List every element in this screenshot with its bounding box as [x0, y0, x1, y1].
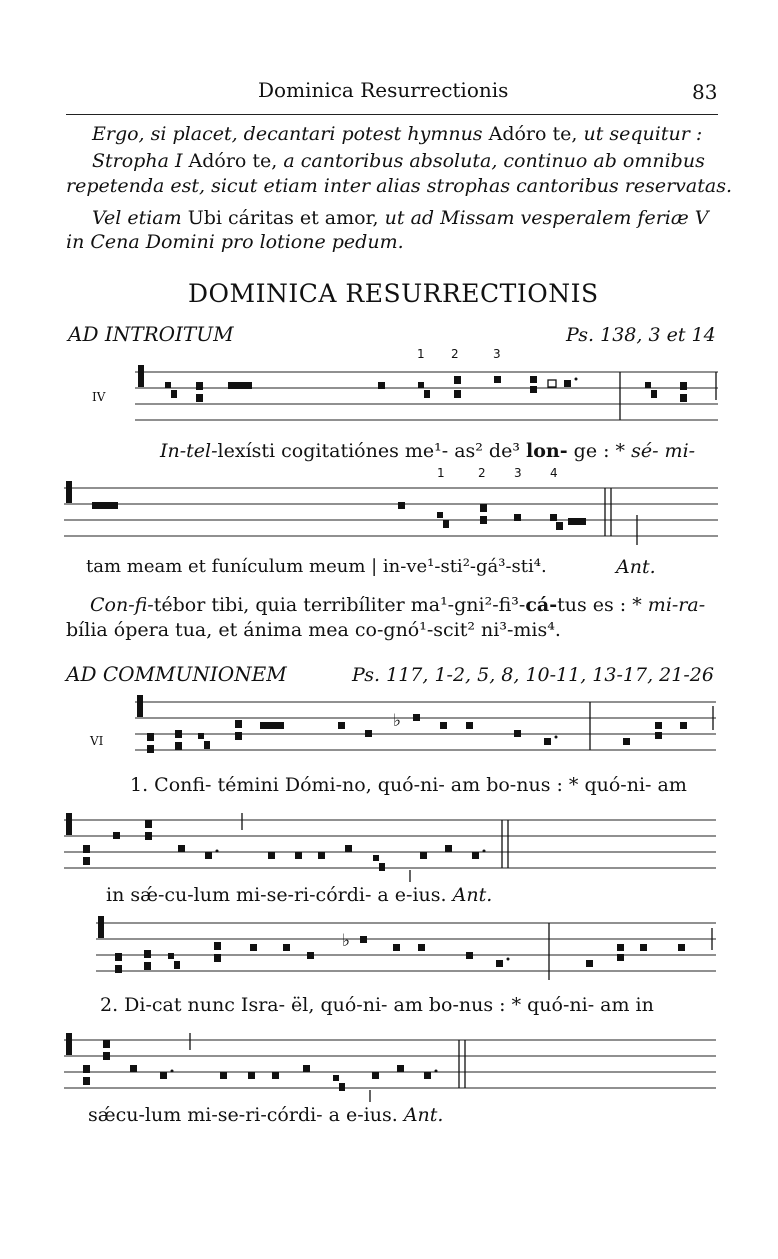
mora-dot — [575, 378, 578, 381]
communion-lyrics-1: 1. Confi- témini Dómi-no, quó-ni- am bo-nus : * quó-ni- am — [130, 774, 687, 796]
lyric-text: tam meam et funículum meum | in-ve¹-sti²-gá³-sti⁴. — [86, 556, 547, 577]
communion-lyrics-2 — [106, 884, 492, 906]
chant-staff — [135, 365, 718, 420]
neume — [235, 720, 242, 728]
neume — [174, 961, 180, 969]
neume — [398, 502, 405, 509]
antiphon-mark: Ant. — [452, 884, 493, 906]
neume — [418, 382, 424, 388]
tone-number: 4 — [550, 466, 558, 480]
c-clef — [66, 1033, 72, 1055]
hymn-name: Ubi cáritas et amor, — [187, 207, 379, 229]
neume — [214, 942, 221, 950]
lyric-syllable: In-tel- — [160, 440, 218, 462]
neume — [260, 722, 284, 729]
hymn-name: Adóro te, — [188, 150, 278, 172]
introit-lyrics-2 — [86, 556, 547, 577]
neume — [365, 730, 372, 737]
neume — [196, 382, 203, 390]
communion-psalm-ref: Ps. 117, 1-2, 5, 8, 10-11, 13-17, 21-26 — [352, 664, 714, 686]
lyric-text: sǽcu-lum mi-se-ri-córdi- a e-ius. — [88, 1104, 398, 1126]
neume — [655, 722, 662, 729]
neume — [494, 376, 501, 383]
mora-dot — [483, 850, 486, 853]
mora-dot — [171, 1070, 174, 1073]
c-clef — [137, 695, 143, 717]
introit-heading: AD INTROITUM — [68, 322, 234, 346]
c-clef — [138, 365, 144, 387]
neume — [171, 390, 177, 398]
neume — [424, 390, 430, 398]
neume — [144, 962, 151, 970]
tone-number: 1 — [417, 347, 425, 361]
neume — [530, 376, 537, 383]
neume — [397, 1065, 404, 1072]
rubric-text: a cantoribus absoluta, continuo ab omnibus — [283, 150, 705, 172]
neume — [103, 1040, 110, 1048]
neume — [130, 1065, 137, 1072]
neume — [250, 944, 257, 951]
neume — [680, 722, 687, 729]
neume — [318, 852, 325, 859]
lyric-text: in sǽ-cu-lum mi-se-ri-córdi- a e-ius. — [106, 884, 447, 906]
neume — [295, 852, 302, 859]
neume — [680, 394, 687, 402]
rubric-text: Stropha — [92, 150, 169, 172]
flat-sign: ♭ — [393, 711, 402, 731]
tone-number: 1 — [437, 466, 445, 480]
neume — [145, 820, 152, 828]
hymn-name: Adóro te, — [488, 123, 578, 145]
tone-number: 3 — [493, 347, 501, 361]
neume — [424, 1072, 431, 1079]
neume — [268, 852, 275, 859]
neume — [228, 382, 252, 389]
lyric-text: ge : * — [573, 440, 626, 462]
neume — [480, 516, 487, 524]
neume — [147, 733, 154, 741]
lyric-syllable: mi-ra- — [647, 594, 706, 616]
neume — [418, 944, 425, 951]
tone-number: 3 — [514, 466, 522, 480]
neume — [568, 518, 586, 525]
lyric-syllable: cá- — [525, 594, 558, 616]
neume — [586, 960, 593, 967]
neume — [168, 953, 174, 959]
neume — [548, 380, 556, 387]
mode-number: IV — [92, 390, 106, 404]
neume — [248, 1072, 255, 1079]
neume — [339, 1083, 345, 1091]
neume — [145, 832, 152, 840]
neume — [443, 520, 449, 528]
rubric-text: Ergo, si placet, decantari potest hymnus — [92, 123, 483, 145]
lyric-text: tébor tibi, quia terribíliter ma¹-gni²-fi³- — [153, 594, 526, 616]
lyric-text: lexísti cogitatiónes me¹- as² de³ — [217, 440, 520, 462]
neume — [514, 514, 521, 521]
introit-lyrics-1 — [160, 440, 695, 462]
neume — [466, 952, 473, 959]
neume — [235, 732, 242, 740]
neume — [617, 944, 624, 951]
neume — [115, 953, 122, 961]
neume — [83, 857, 90, 865]
neume — [115, 965, 122, 973]
lyric-text: tus es : * — [557, 594, 642, 616]
neume — [454, 390, 461, 398]
neume — [420, 852, 427, 859]
neume — [214, 954, 221, 962]
chant-staff — [64, 481, 718, 545]
neume — [307, 952, 314, 959]
antiphon-mark: Ant. — [616, 556, 656, 578]
lyric-syllable: sé- mi- — [631, 440, 696, 462]
neume — [640, 944, 647, 951]
rubric-text: ut sequitur : — [583, 123, 703, 145]
neume — [651, 390, 657, 398]
neume — [472, 852, 479, 859]
mora-dot — [216, 850, 219, 853]
neume — [678, 944, 685, 951]
neume — [83, 1077, 90, 1085]
neume — [345, 845, 352, 852]
neume — [92, 502, 118, 509]
neume — [496, 960, 503, 967]
neume — [220, 1072, 227, 1079]
neume — [530, 386, 537, 393]
c-clef — [66, 481, 72, 503]
c-clef — [98, 916, 104, 938]
neume — [379, 863, 385, 871]
neume — [680, 382, 687, 390]
neume — [303, 1065, 310, 1072]
introit-verse-2: bília ópera tua, et ánima mea co-gnó¹-scit² ni³-mis⁴. — [66, 619, 561, 641]
neume — [175, 730, 182, 738]
neume — [196, 394, 203, 402]
introit-verse-1 — [90, 594, 705, 616]
mora-dot — [555, 736, 558, 739]
neume — [466, 722, 473, 729]
neume — [623, 738, 630, 745]
neume — [144, 950, 151, 958]
rubric-text: ut ad Missam vesperalem feriæ V — [384, 207, 709, 229]
rubric-line-3: repetenda est, sicut etiam inter alias strophas cantoribus reservatas. — [66, 175, 732, 197]
neume — [338, 722, 345, 729]
neume — [160, 1072, 167, 1079]
neume — [378, 382, 385, 389]
neume — [544, 738, 551, 745]
neume — [205, 852, 212, 859]
chant-staff — [64, 1033, 716, 1102]
antiphon-mark: Ant. — [403, 1104, 444, 1126]
neume — [360, 936, 367, 943]
neume — [564, 380, 571, 387]
neume — [445, 845, 452, 852]
neume — [655, 732, 662, 739]
neume — [333, 1075, 339, 1081]
neume — [204, 741, 210, 749]
running-title: Dominica Resurrectionis — [258, 78, 509, 102]
neume — [147, 745, 154, 753]
neume — [413, 714, 420, 721]
mode-number: VI — [90, 734, 104, 748]
chant-staff — [96, 916, 716, 980]
rubric-text: I — [174, 150, 183, 172]
neume — [175, 742, 182, 750]
neume — [373, 855, 379, 861]
neume — [83, 845, 90, 853]
neume — [178, 845, 185, 852]
communion-heading: AD COMMUNIONEM — [66, 662, 287, 686]
communion-lyrics-3: 2. Di-cat nunc Isra- ël, quó-ni- am bo-nus : * quó-ni- am in — [100, 994, 654, 1016]
communion-lyrics-4 — [88, 1104, 443, 1126]
section-title: DOMINICA RESURRECTIONIS — [188, 279, 599, 308]
chant-staff — [135, 695, 716, 753]
introit-psalm-ref: Ps. 138, 3 et 14 — [566, 324, 716, 346]
c-clef — [66, 813, 72, 835]
neume — [198, 733, 204, 739]
neume — [550, 514, 557, 521]
neume — [437, 512, 443, 518]
flat-sign: ♭ — [342, 931, 351, 951]
neume — [372, 1072, 379, 1079]
page-number: 83 — [692, 80, 718, 104]
lyric-syllable: Con-fi- — [90, 594, 154, 616]
neume — [393, 944, 400, 951]
neume — [165, 382, 171, 388]
tone-number: 2 — [478, 466, 486, 480]
tone-number: 2 — [451, 347, 459, 361]
rubric-line-5: in Cena Domini pro lotione pedum. — [66, 231, 404, 253]
neume — [454, 376, 461, 384]
mora-dot — [507, 958, 510, 961]
neume — [83, 1065, 90, 1073]
neume — [556, 522, 563, 530]
neume — [103, 1052, 110, 1060]
neume — [283, 944, 290, 951]
neume — [113, 832, 120, 839]
neume — [617, 954, 624, 961]
mora-dot — [435, 1070, 438, 1073]
rubric-text: Vel etiam — [92, 207, 182, 229]
chant-staff — [64, 813, 716, 882]
neume — [514, 730, 521, 737]
neume — [480, 504, 487, 512]
neume — [440, 722, 447, 729]
neume — [272, 1072, 279, 1079]
lyric-syllable: lon- — [526, 440, 568, 462]
neume — [645, 382, 651, 388]
